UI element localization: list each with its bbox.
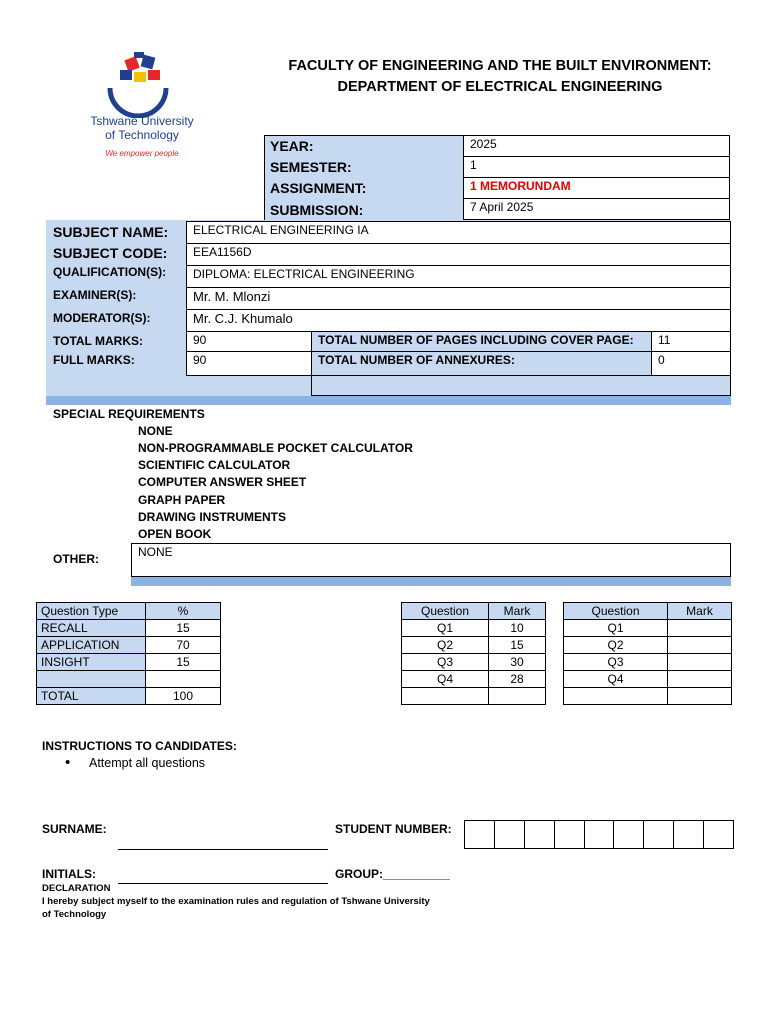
header-cell: Question [402,603,489,620]
examiner-value: Mr. M. Mlonzi [186,287,731,310]
university-logo [80,48,220,163]
surname-label: SURNAME: [42,822,107,836]
table-row [402,637,546,654]
declaration-title: DECLARATION [42,883,111,894]
special-item: NON-PROGRAMMABLE POCKET CALCULATOR [138,441,413,455]
declaration-text: I hereby subject myself to the examination rules and regulation of Tshwane University [42,896,430,907]
table-row [402,654,546,671]
semester-label: SEMESTER: [270,159,352,175]
header-cell: % [146,603,221,620]
total-marks-label: TOTAL MARKS: [53,334,143,348]
logo-name-line2: of Technology [105,128,179,142]
table-row [37,620,221,637]
table-cell: 15 [146,620,221,637]
instruction-item: Attempt all questions [89,756,206,770]
pages-value: 11 [651,331,731,352]
table-row [564,688,732,705]
header-cell: Mark [668,603,732,620]
digit-box[interactable] [464,820,494,849]
table-cell: Q2 [402,637,489,654]
pages-label: TOTAL NUMBER OF PAGES INCLUDING COVER PAGE: [311,331,652,352]
subject-name-label: SUBJECT NAME: [53,224,169,240]
digit-box[interactable] [673,820,703,849]
year-label: YEAR: [270,138,314,154]
table-cell: Q1 [564,620,668,637]
digit-box[interactable] [643,820,673,849]
declaration-text-line2: of Technology [42,909,107,920]
special-item: GRAPH PAPER [138,493,226,507]
header-cell: Question Type [37,603,146,620]
submission-label: SUBMISSION: [270,202,364,218]
subject-name-value: ELECTRICAL ENGINEERING IA [186,221,731,244]
table-cell: Q3 [564,654,668,671]
semester-value: 1 [463,156,730,178]
special-item: OPEN BOOK [138,527,212,541]
special-item: DRAWING INSTRUMENTS [138,510,286,524]
table-row [37,654,221,671]
table-cell: Q3 [402,654,489,671]
table-cell [489,688,546,705]
table-cell [564,688,668,705]
assignment-label: ASSIGNMENT: [270,180,367,196]
table-row [37,671,221,688]
other-label: OTHER: [53,552,99,566]
instructions-title: INSTRUCTIONS TO CANDIDATES: [42,739,237,753]
full-marks-value: 90 [186,351,312,376]
table-cell: APPLICATION [37,637,146,654]
digit-box[interactable] [613,820,643,849]
special-item: NONE [138,424,173,438]
table-cell: Q1 [402,620,489,637]
table-cell: TOTAL [37,688,146,705]
table-cell[interactable] [668,671,732,688]
table-header-row [402,603,546,620]
moderator-value: Mr. C.J. Khumalo [186,309,731,332]
table-cell: 15 [146,654,221,671]
table-cell[interactable] [668,688,732,705]
table-row [37,637,221,654]
submission-value: 7 April 2025 [463,198,730,220]
subject-code-label: SUBJECT CODE: [53,245,168,261]
table-row [564,620,732,637]
table-row [564,637,732,654]
digit-box[interactable] [703,820,734,849]
divider-bar-2 [131,577,731,586]
student-number-boxes [464,820,734,849]
table-cell [402,688,489,705]
moderator-label: MODERATOR(S): [53,311,151,325]
assignment-value: 1 MEMORUNDAM [463,177,730,199]
table-cell: Q2 [564,637,668,654]
qualification-label: QUALIFICATION(S): [53,265,167,279]
digit-box[interactable] [524,820,554,849]
divider-bar-1 [46,396,731,405]
full-marks-label: FULL MARKS: [53,353,135,367]
table-cell: 100 [146,688,221,705]
table-cell: 30 [489,654,546,671]
table-cell: INSIGHT [37,654,146,671]
table-row [564,654,732,671]
special-item: COMPUTER ANSWER SHEET [138,475,307,489]
table-header-row [37,603,221,620]
blank-cell [311,375,731,396]
table-cell: RECALL [37,620,146,637]
table-cell[interactable] [668,637,732,654]
table-cell [37,671,146,688]
table-cell: 15 [489,637,546,654]
annexures-label: TOTAL NUMBER OF ANNEXURES: [311,351,652,376]
question-type-table [36,602,221,705]
table-cell[interactable] [668,620,732,637]
mark-table-blank [563,602,732,705]
table-cell[interactable] [668,654,732,671]
initials-input-line[interactable] [118,882,328,884]
table-cell: Q4 [402,671,489,688]
student-number-label: STUDENT NUMBER: [335,822,452,836]
subject-code-value: EEA1156D [186,243,731,266]
logo-emblem-icon [80,48,220,118]
other-value-box: NONE [131,543,731,577]
group-label: GROUP:__________ [335,867,450,881]
table-row [402,671,546,688]
logo-name: Tshwane University [90,114,194,128]
special-requirements-title: SPECIAL REQUIREMENTS [53,407,205,421]
table-row [37,688,221,705]
table-row [564,671,732,688]
department-title: DEPARTMENT OF ELECTRICAL ENGINEERING [337,79,663,95]
bullet-icon: • [65,754,71,771]
total-marks-value: 90 [186,331,312,352]
table-cell: 70 [146,637,221,654]
table-row [402,620,546,637]
annexures-value: 0 [651,351,731,376]
qualification-value: DIPLOMA: ELECTRICAL ENGINEERING [186,265,731,288]
special-item: SCIENTIFIC CALCULATOR [138,458,291,472]
table-header-row [564,603,732,620]
table-cell: 28 [489,671,546,688]
examiner-label: EXAMINER(S): [53,288,137,302]
year-value: 2025 [463,135,730,157]
table-row [402,688,546,705]
surname-input-line[interactable] [118,848,328,850]
digit-box[interactable] [584,820,614,849]
table-cell [146,671,221,688]
digit-box[interactable] [494,820,524,849]
header-cell: Question [564,603,668,620]
digit-box[interactable] [554,820,584,849]
initials-label: INITIALS: [42,867,96,881]
faculty-title: FACULTY OF ENGINEERING AND THE BUILT ENVIRONMENT: [288,58,712,74]
table-cell: Q4 [564,671,668,688]
table-cell: 10 [489,620,546,637]
mark-table-memo [401,602,546,705]
header-cell: Mark [489,603,546,620]
logo-tagline: We empower people [105,149,179,158]
